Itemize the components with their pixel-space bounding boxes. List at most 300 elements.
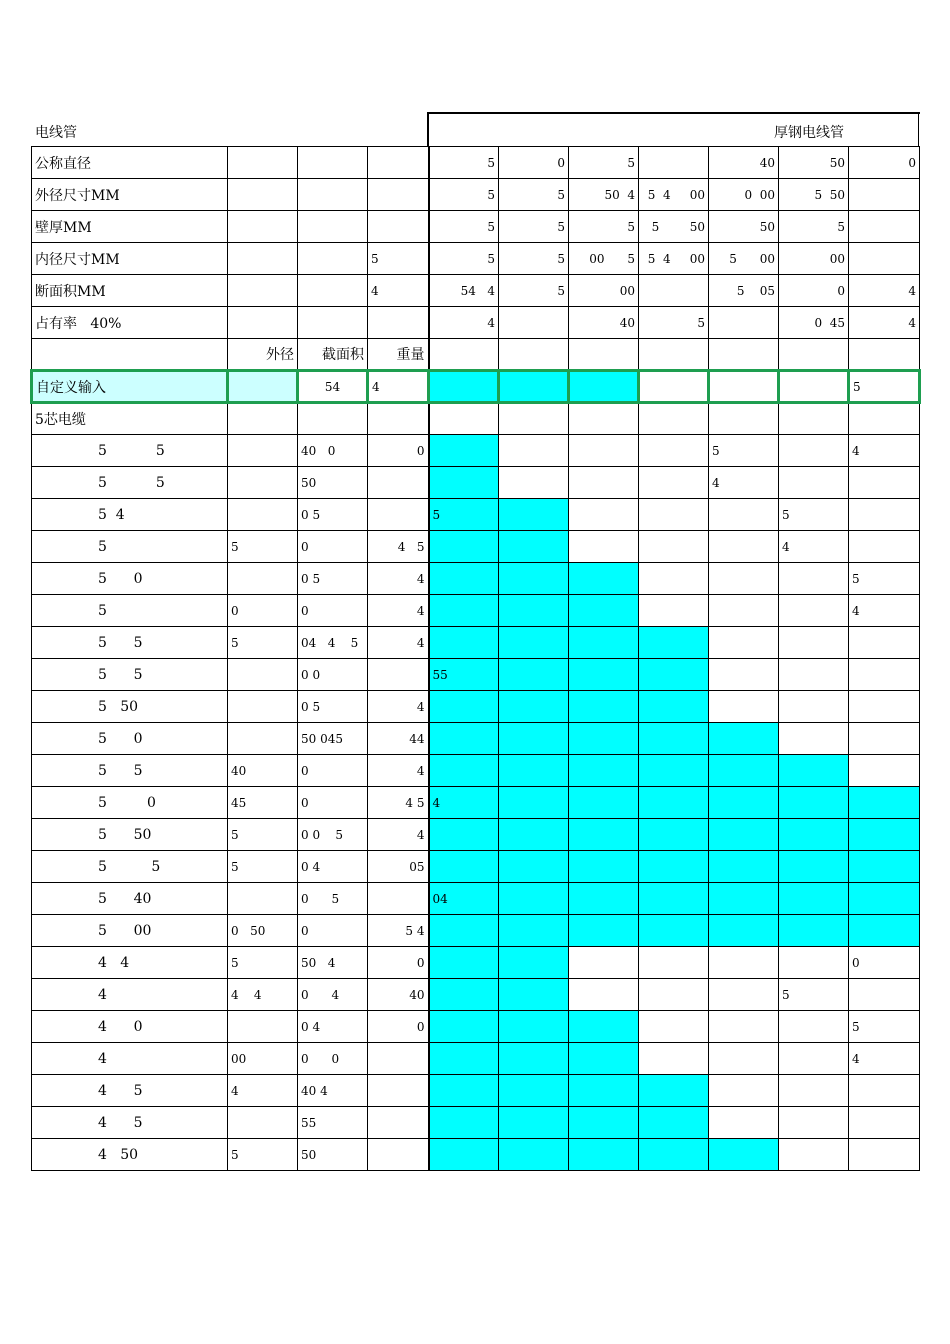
table-cell	[499, 1139, 569, 1171]
table-cell	[639, 1043, 709, 1075]
table-cell	[499, 595, 569, 627]
table-cell: 00	[569, 275, 639, 307]
table-cell	[639, 947, 709, 979]
table-cell	[709, 787, 779, 819]
table-row	[32, 1107, 920, 1139]
table-cell	[569, 787, 639, 819]
table-cell	[569, 435, 639, 467]
table-cell: 5	[499, 243, 569, 275]
table-cell: 50	[709, 211, 779, 243]
table-cell	[849, 979, 920, 1011]
table-cell	[849, 179, 920, 211]
table-cell	[569, 563, 639, 595]
table-cell	[709, 1011, 779, 1043]
table-cell: 5	[709, 435, 779, 467]
row-label-cell: 占有率 40%	[32, 307, 228, 339]
table-cell	[849, 531, 920, 563]
table-cell: 0 5	[298, 499, 368, 531]
table-cell: 重量	[368, 339, 429, 371]
table-cell	[429, 435, 499, 467]
table-cell: 0 0	[298, 659, 368, 691]
table-cell	[639, 627, 709, 659]
table-cell	[569, 499, 639, 531]
table-cell[interactable]: 4	[368, 371, 429, 403]
table-cell: 0	[298, 531, 368, 563]
table-cell: 0	[298, 915, 368, 947]
table-cell: 5	[368, 243, 429, 275]
table-cell	[499, 915, 569, 947]
table-row	[32, 1011, 920, 1043]
table-cell: 5	[429, 499, 499, 531]
table-cell	[499, 339, 569, 371]
table-cell	[639, 1139, 709, 1171]
table-cell	[429, 531, 499, 563]
table-cell	[709, 339, 779, 371]
table-cell	[709, 851, 779, 883]
row-label-cell: 4	[32, 1043, 228, 1075]
table-cell	[639, 435, 709, 467]
table-cell	[779, 1011, 849, 1043]
table-cell	[569, 1075, 639, 1107]
table-cell: 04 4 5	[298, 627, 368, 659]
table-cell	[228, 243, 298, 275]
table-cell	[499, 307, 569, 339]
table-cell	[429, 403, 499, 435]
row-label-cell: 5 5	[32, 659, 228, 691]
custom-input-row	[32, 371, 920, 403]
table-cell	[569, 851, 639, 883]
row-label-cell: 5 5	[32, 755, 228, 787]
table-cell: 0 4	[298, 979, 368, 1011]
table-cell	[429, 755, 499, 787]
table-cell	[779, 787, 849, 819]
table-row	[32, 243, 920, 275]
table-cell	[709, 1139, 779, 1171]
table-cell[interactable]: 54	[298, 371, 368, 403]
row-label-cell: 5 5	[32, 435, 228, 467]
table-cell	[569, 467, 639, 499]
table-cell: 50	[779, 147, 849, 179]
table-cell: 5	[228, 851, 298, 883]
table-cell	[499, 1043, 569, 1075]
table-cell	[569, 819, 639, 851]
table-cell	[499, 819, 569, 851]
table-cell	[709, 883, 779, 915]
table-cell	[228, 275, 298, 307]
table-cell	[228, 179, 298, 211]
table-cell	[569, 1043, 639, 1075]
table-row	[32, 979, 920, 1011]
table-cell: 0 45	[779, 307, 849, 339]
table-cell	[499, 467, 569, 499]
table-cell	[639, 563, 709, 595]
table-cell	[429, 723, 499, 755]
table-row	[32, 467, 920, 499]
table-cell	[569, 1107, 639, 1139]
table-cell: 0 4	[298, 1011, 368, 1043]
row-label-cell: 5	[32, 531, 228, 563]
table-cell	[499, 659, 569, 691]
table-cell	[779, 755, 849, 787]
table-cell	[569, 1139, 639, 1171]
table-cell: 0 5	[298, 691, 368, 723]
table-cell	[429, 371, 499, 403]
row-label-cell: 5 0	[32, 787, 228, 819]
table-cell: 0 0	[298, 1043, 368, 1075]
table-cell	[499, 947, 569, 979]
row-label-cell: 4 4	[32, 947, 228, 979]
row-label-cell: 4 0	[32, 1011, 228, 1043]
table-cell	[368, 499, 429, 531]
table-cell	[779, 371, 849, 403]
row-label-cell: 内径尺寸MM	[32, 243, 228, 275]
table-cell	[368, 1075, 429, 1107]
table-cell	[639, 595, 709, 627]
table-cell	[499, 883, 569, 915]
table-cell: 0	[368, 947, 429, 979]
table-cell	[849, 787, 920, 819]
table-cell: 4	[368, 755, 429, 787]
table-cell: 50 4	[298, 947, 368, 979]
table-cell: 00 5	[569, 243, 639, 275]
row-label-cell: 4 5	[32, 1075, 228, 1107]
table-cell[interactable]	[228, 371, 298, 403]
table-cell	[228, 1011, 298, 1043]
table-cell	[849, 915, 920, 947]
table-cell	[779, 851, 849, 883]
table-cell: 4	[228, 1075, 298, 1107]
table-cell	[639, 723, 709, 755]
table-cell	[569, 595, 639, 627]
row-label-cell: 5芯电缆	[32, 403, 228, 435]
table-cell	[849, 883, 920, 915]
table-cell	[779, 883, 849, 915]
table-cell	[499, 979, 569, 1011]
table-cell	[429, 467, 499, 499]
table-cell	[499, 691, 569, 723]
table-cell	[639, 1011, 709, 1043]
table-cell: 0	[849, 147, 920, 179]
row-label-cell: 5 50	[32, 819, 228, 851]
table-cell	[849, 467, 920, 499]
table-cell	[639, 1075, 709, 1107]
table-cell: 0 4	[298, 851, 368, 883]
table-cell	[639, 691, 709, 723]
table-cell: 4	[368, 627, 429, 659]
table-cell	[429, 1011, 499, 1043]
table-cell	[639, 403, 709, 435]
table-row	[32, 1139, 920, 1171]
table-cell	[228, 403, 298, 435]
table-cell	[228, 147, 298, 179]
table-cell	[569, 371, 639, 403]
table-cell	[849, 1139, 920, 1171]
table-cell	[429, 1139, 499, 1171]
table-cell: 0	[298, 755, 368, 787]
table-row	[32, 179, 920, 211]
table-cell: 截面积	[298, 339, 368, 371]
table-cell	[569, 883, 639, 915]
table-cell	[429, 563, 499, 595]
table-cell	[499, 755, 569, 787]
table-cell	[429, 691, 499, 723]
table-cell: 5 50	[639, 211, 709, 243]
table-cell	[368, 659, 429, 691]
table-cell	[849, 723, 920, 755]
table-cell	[639, 499, 709, 531]
table-cell	[368, 1139, 429, 1171]
table-cell	[779, 691, 849, 723]
table-cell	[368, 883, 429, 915]
table-row	[32, 691, 920, 723]
table-cell: 00	[228, 1043, 298, 1075]
table-cell	[569, 915, 639, 947]
table-cell	[779, 403, 849, 435]
table-cell	[779, 819, 849, 851]
table-cell	[849, 499, 920, 531]
table-cell: 4	[368, 691, 429, 723]
table-cell: 5	[429, 179, 499, 211]
table-row	[32, 211, 920, 243]
header-left-border	[427, 112, 429, 146]
table-cell	[709, 691, 779, 723]
table-cell	[709, 499, 779, 531]
table-row	[32, 787, 920, 819]
header-top-border	[427, 112, 920, 114]
table-cell: 40	[569, 307, 639, 339]
table-cell	[779, 435, 849, 467]
table-cell	[298, 147, 368, 179]
table-cell	[849, 211, 920, 243]
table-cell	[569, 755, 639, 787]
table-cell	[429, 339, 499, 371]
table-cell	[849, 243, 920, 275]
table-cell	[849, 819, 920, 851]
table-cell: 5	[849, 371, 920, 403]
table-cell	[849, 691, 920, 723]
table-cell	[368, 403, 429, 435]
table-cell	[779, 339, 849, 371]
table-cell	[849, 1075, 920, 1107]
table-cell: 0	[228, 595, 298, 627]
table-cell	[709, 1075, 779, 1107]
table-cell	[298, 403, 368, 435]
table-cell	[429, 819, 499, 851]
table-cell	[709, 627, 779, 659]
table-cell	[849, 627, 920, 659]
row-label-cell: 5	[32, 595, 228, 627]
table-cell: 5	[779, 211, 849, 243]
table-cell	[429, 947, 499, 979]
table-cell	[849, 403, 920, 435]
table-cell	[569, 691, 639, 723]
table-cell	[639, 883, 709, 915]
table-cell	[429, 1107, 499, 1139]
row-label-cell	[32, 339, 228, 371]
table-cell	[639, 531, 709, 563]
table-cell	[779, 563, 849, 595]
table-cell: 4	[849, 435, 920, 467]
table-cell: 04	[429, 883, 499, 915]
table-cell	[709, 915, 779, 947]
table-cell	[779, 1075, 849, 1107]
table-cell	[368, 179, 429, 211]
table-cell: 0 5	[298, 883, 368, 915]
table-cell	[569, 339, 639, 371]
row-label-cell: 5 0	[32, 723, 228, 755]
table-row	[32, 499, 920, 531]
row-label-cell: 5 0	[32, 563, 228, 595]
table-row	[32, 531, 920, 563]
table-cell	[429, 851, 499, 883]
table-cell: 4 5	[368, 531, 429, 563]
row-label-cell: 5 40	[32, 883, 228, 915]
table-cell	[639, 819, 709, 851]
table-cell: 5	[849, 1011, 920, 1043]
table-cell	[499, 723, 569, 755]
table-row	[32, 755, 920, 787]
table-cell: 5	[228, 819, 298, 851]
table-row	[32, 947, 920, 979]
table-cell	[849, 755, 920, 787]
table-cell: 4	[849, 595, 920, 627]
table-cell	[639, 371, 709, 403]
table-cell	[709, 947, 779, 979]
table-cell	[499, 435, 569, 467]
table-cell	[709, 307, 779, 339]
table-row	[32, 915, 920, 947]
table-cell	[569, 947, 639, 979]
table-cell	[709, 595, 779, 627]
table-cell	[569, 723, 639, 755]
table-cell	[639, 979, 709, 1011]
table-cell	[429, 595, 499, 627]
table-cell: 05	[368, 851, 429, 883]
table-cell	[298, 275, 368, 307]
table-row	[32, 339, 920, 371]
table-cell	[368, 1107, 429, 1139]
table-cell: 5	[429, 243, 499, 275]
sheet-title-right: 厚钢电线管	[774, 125, 844, 141]
table-row	[32, 563, 920, 595]
table-cell: 5	[569, 147, 639, 179]
table-cell	[368, 467, 429, 499]
table-cell	[499, 371, 569, 403]
table-cell: 0	[368, 1011, 429, 1043]
table-cell: 5 4	[368, 915, 429, 947]
table-cell: 4 4	[228, 979, 298, 1011]
table-cell	[368, 211, 429, 243]
table-cell	[849, 1107, 920, 1139]
table-cell	[709, 563, 779, 595]
table-row	[32, 851, 920, 883]
row-label-cell: 公称直径	[32, 147, 228, 179]
table-cell	[368, 147, 429, 179]
table-cell: 0	[298, 787, 368, 819]
table-cell: 外径	[228, 339, 298, 371]
row-label-cell: 5 5	[32, 627, 228, 659]
table-cell	[499, 1011, 569, 1043]
table-cell: 5	[499, 179, 569, 211]
table-cell	[639, 915, 709, 947]
table-cell	[429, 1043, 499, 1075]
table-cell	[429, 627, 499, 659]
table-cell	[849, 339, 920, 371]
table-cell: 0 5	[298, 563, 368, 595]
table-cell: 40	[228, 755, 298, 787]
table-cell: 4	[779, 531, 849, 563]
table-cell	[228, 659, 298, 691]
table-cell: 5	[228, 531, 298, 563]
table-cell	[228, 467, 298, 499]
table-cell	[429, 915, 499, 947]
row-label-cell: 5 00	[32, 915, 228, 947]
row-label-cell[interactable]: 自定义输入	[32, 371, 228, 403]
table-cell	[499, 403, 569, 435]
table-cell	[569, 531, 639, 563]
table-cell: 45	[228, 787, 298, 819]
table-cell: 5	[779, 499, 849, 531]
table-cell	[709, 979, 779, 1011]
table-cell	[639, 787, 709, 819]
table-cell: 44	[368, 723, 429, 755]
table-cell: 5	[499, 275, 569, 307]
table-cell	[639, 339, 709, 371]
table-row	[32, 819, 920, 851]
table-cell	[368, 307, 429, 339]
conduit-table	[30, 146, 921, 1171]
table-cell	[499, 563, 569, 595]
table-cell: 50 045	[298, 723, 368, 755]
table-cell: 5	[228, 947, 298, 979]
table-cell: 5	[779, 979, 849, 1011]
table-cell	[499, 787, 569, 819]
table-cell: 4	[429, 307, 499, 339]
table-cell	[709, 1043, 779, 1075]
sheet-title-left: 电线管	[35, 125, 77, 141]
table-cell	[849, 659, 920, 691]
table-cell: 0	[298, 595, 368, 627]
table-cell	[779, 627, 849, 659]
table-cell	[779, 723, 849, 755]
table-cell: 40 4	[298, 1075, 368, 1107]
table-cell: 4	[368, 819, 429, 851]
table-row	[32, 403, 920, 435]
table-cell	[639, 851, 709, 883]
table-cell: 0 0 5	[298, 819, 368, 851]
table-cell	[298, 243, 368, 275]
table-cell	[779, 1139, 849, 1171]
table-cell: 4	[368, 563, 429, 595]
row-label-cell: 4 5	[32, 1107, 228, 1139]
table-cell: 5	[228, 1139, 298, 1171]
table-cell: 40 0	[298, 435, 368, 467]
table-cell: 40	[709, 147, 779, 179]
table-cell: 50	[298, 1139, 368, 1171]
table-cell: 50	[298, 467, 368, 499]
table-cell: 0	[779, 275, 849, 307]
table-cell: 54 4	[429, 275, 499, 307]
table-cell	[849, 851, 920, 883]
table-cell	[639, 467, 709, 499]
table-cell	[499, 531, 569, 563]
table-cell	[709, 531, 779, 563]
table-cell: 00	[779, 243, 849, 275]
table-cell: 5	[429, 211, 499, 243]
table-row	[32, 147, 920, 179]
table-cell: 0 50	[228, 915, 298, 947]
table-cell	[228, 1107, 298, 1139]
